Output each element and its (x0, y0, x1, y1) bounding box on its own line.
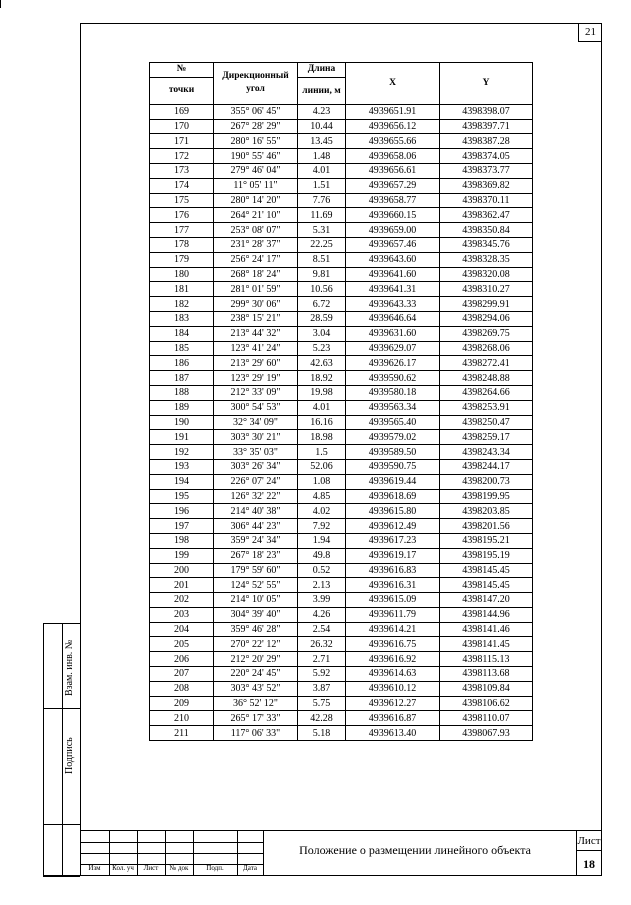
coord-y: 4398320.08 (440, 267, 533, 282)
coord-x: 4939619.17 (346, 548, 440, 563)
caption-izm: Изм (88, 864, 101, 872)
header-length-bottom: линии, м (298, 77, 346, 104)
coord-x: 4939660.15 (346, 208, 440, 223)
direction-angle: 123° 41' 24" (214, 341, 298, 356)
line-length: 52.06 (298, 459, 346, 474)
table-row (150, 637, 533, 652)
line-length: 4.23 (298, 104, 346, 119)
point-number: 175 (150, 193, 214, 208)
line-length: 4.85 (298, 489, 346, 504)
caption-signature: Подп. (206, 864, 224, 872)
point-number: 208 (150, 681, 214, 696)
coord-y: 4398195.19 (440, 548, 533, 563)
coord-x: 4939616.31 (346, 578, 440, 593)
direction-angle: 265° 17' 33" (214, 711, 298, 726)
table-row (150, 504, 533, 519)
coord-x: 4939643.33 (346, 297, 440, 312)
coord-x: 4939612.49 (346, 519, 440, 534)
coord-y: 4398195.21 (440, 533, 533, 548)
line-length: 1.94 (298, 533, 346, 548)
coord-y: 4398147.20 (440, 593, 533, 608)
table-row (150, 622, 533, 637)
coord-y: 4398374.05 (440, 149, 533, 164)
table-row (150, 667, 533, 682)
point-number: 198 (150, 533, 214, 548)
table-row (150, 119, 533, 134)
coord-y: 4398397.71 (440, 119, 533, 134)
coord-y: 4398243.34 (440, 445, 533, 460)
table-row (150, 430, 533, 445)
direction-angle: 212° 33' 09" (214, 385, 298, 400)
coord-x: 4939626.17 (346, 356, 440, 371)
point-number: 174 (150, 178, 214, 193)
line-length: 42.28 (298, 711, 346, 726)
coord-x: 4939646.64 (346, 311, 440, 326)
table-row (150, 163, 533, 178)
point-number: 197 (150, 519, 214, 534)
direction-angle: 304° 39' 40" (214, 607, 298, 622)
coord-x: 4939631.60 (346, 326, 440, 341)
line-length: 3.99 (298, 593, 346, 608)
line-length: 9.81 (298, 267, 346, 282)
direction-angle: 300° 54' 53" (214, 400, 298, 415)
coord-y: 4398345.76 (440, 237, 533, 252)
direction-angle: 267° 18' 23" (214, 548, 298, 563)
direction-angle: 268° 18' 24" (214, 267, 298, 282)
coord-y: 4398115.13 (440, 652, 533, 667)
coord-x: 4939590.75 (346, 459, 440, 474)
direction-angle: 303° 26' 34" (214, 459, 298, 474)
point-number: 182 (150, 297, 214, 312)
side-stamp (43, 623, 80, 877)
title-block (80, 830, 601, 876)
coord-x: 4939657.29 (346, 178, 440, 193)
table-row (150, 519, 533, 534)
coord-y: 4398398.07 (440, 104, 533, 119)
direction-angle: 33° 35' 03" (214, 445, 298, 460)
table-row (150, 474, 533, 489)
point-number: 204 (150, 622, 214, 637)
point-number: 183 (150, 311, 214, 326)
coord-x: 4939610.12 (346, 681, 440, 696)
table-row (150, 400, 533, 415)
coord-y: 4398244.17 (440, 459, 533, 474)
coord-x: 4939656.12 (346, 119, 440, 134)
header-angle: Дирекционный угол (214, 63, 298, 105)
coord-y: 4398387.28 (440, 134, 533, 149)
line-length: 4.26 (298, 607, 346, 622)
line-length: 10.44 (298, 119, 346, 134)
direction-angle: 124° 52' 55" (214, 578, 298, 593)
coord-x: 4939619.44 (346, 474, 440, 489)
coord-x: 4939563.34 (346, 400, 440, 415)
line-length: 4.01 (298, 400, 346, 415)
line-length: 11.69 (298, 208, 346, 223)
direction-angle: 238° 15' 21" (214, 311, 298, 326)
direction-angle: 190° 55' 46" (214, 149, 298, 164)
coord-y: 4398328.35 (440, 252, 533, 267)
table-row (150, 563, 533, 578)
coord-y: 4398067.93 (440, 726, 533, 741)
coord-x: 4939618.69 (346, 489, 440, 504)
table-row (150, 193, 533, 208)
coord-y: 4398145.45 (440, 563, 533, 578)
coord-y: 4398269.75 (440, 326, 533, 341)
table-row (150, 237, 533, 252)
direction-angle: 355° 06' 45" (214, 104, 298, 119)
coord-x: 4939615.09 (346, 593, 440, 608)
direction-angle: 299° 30' 06" (214, 297, 298, 312)
coord-x: 4939656.61 (346, 163, 440, 178)
coord-x: 4939655.66 (346, 134, 440, 149)
coord-y: 4398109.84 (440, 681, 533, 696)
point-number: 187 (150, 371, 214, 386)
direction-angle: 123° 29' 19" (214, 371, 298, 386)
point-number: 192 (150, 445, 214, 460)
point-number: 181 (150, 282, 214, 297)
coord-y: 4398250.47 (440, 415, 533, 430)
point-number: 171 (150, 134, 214, 149)
coord-x: 4939611.79 (346, 607, 440, 622)
line-length: 7.76 (298, 193, 346, 208)
line-length: 5.23 (298, 341, 346, 356)
coord-x: 4939615.80 (346, 504, 440, 519)
coord-x: 4939641.60 (346, 267, 440, 282)
point-number: 209 (150, 696, 214, 711)
coord-y: 4398362.47 (440, 208, 533, 223)
coord-y: 4398264.66 (440, 385, 533, 400)
top-page-number: 21 (578, 23, 602, 42)
point-number: 199 (150, 548, 214, 563)
line-length: 26.32 (298, 637, 346, 652)
point-number: 170 (150, 119, 214, 134)
coord-x: 4939658.06 (346, 149, 440, 164)
direction-angle: 226° 07' 24" (214, 474, 298, 489)
direction-angle: 253° 08' 07" (214, 223, 298, 238)
line-length: 42.63 (298, 356, 346, 371)
coord-y: 4398141.46 (440, 622, 533, 637)
table-row (150, 267, 533, 282)
direction-angle: 303° 30' 21" (214, 430, 298, 445)
coord-y: 4398259.17 (440, 430, 533, 445)
coord-x: 4939580.18 (346, 385, 440, 400)
line-length: 1.51 (298, 178, 346, 193)
coord-x: 4939616.75 (346, 637, 440, 652)
point-number: 179 (150, 252, 214, 267)
point-number: 190 (150, 415, 214, 430)
direction-angle: 212° 20' 29" (214, 652, 298, 667)
coord-y: 4398294.06 (440, 311, 533, 326)
line-length: 18.98 (298, 430, 346, 445)
direction-angle: 279° 46' 04" (214, 163, 298, 178)
coord-x: 4939651.91 (346, 104, 440, 119)
line-length: 22.25 (298, 237, 346, 252)
point-number: 177 (150, 223, 214, 238)
coord-y: 4398110.07 (440, 711, 533, 726)
point-number: 194 (150, 474, 214, 489)
line-length: 5.75 (298, 696, 346, 711)
line-length: 16.16 (298, 415, 346, 430)
point-number: 206 (150, 652, 214, 667)
point-number: 207 (150, 667, 214, 682)
direction-angle: 11° 05' 11" (214, 178, 298, 193)
frame-top-line (80, 23, 602, 24)
direction-angle: 36° 52' 12" (214, 696, 298, 711)
line-length: 5.31 (298, 223, 346, 238)
table-row (150, 459, 533, 474)
direction-angle: 359° 24' 34" (214, 533, 298, 548)
coord-x: 4939589.50 (346, 445, 440, 460)
table-row (150, 252, 533, 267)
coord-y: 4398370.11 (440, 193, 533, 208)
line-length: 3.04 (298, 326, 346, 341)
point-number: 211 (150, 726, 214, 741)
table-row (150, 607, 533, 622)
table-row (150, 297, 533, 312)
side-label-signature: Подпись (64, 737, 75, 774)
coord-y: 4398310.27 (440, 282, 533, 297)
caption-date: Дата (243, 864, 257, 872)
coord-y: 4398200.73 (440, 474, 533, 489)
direction-angle: 214° 10' 05" (214, 593, 298, 608)
direction-angle: 126° 32' 22" (214, 489, 298, 504)
point-number: 201 (150, 578, 214, 593)
table-row (150, 489, 533, 504)
coord-x: 4939643.60 (346, 252, 440, 267)
caption-list: Лист (143, 864, 159, 872)
coord-x: 4939617.23 (346, 533, 440, 548)
point-number: 202 (150, 593, 214, 608)
direction-angle: 256° 24' 17" (214, 252, 298, 267)
table-row (150, 385, 533, 400)
line-length: 4.02 (298, 504, 346, 519)
line-length: 3.87 (298, 681, 346, 696)
direction-angle: 281° 01' 59" (214, 282, 298, 297)
coord-x: 4939659.00 (346, 223, 440, 238)
coord-x: 4939641.31 (346, 282, 440, 297)
line-length: 1.5 (298, 445, 346, 460)
table-row (150, 311, 533, 326)
coord-y: 4398253.91 (440, 400, 533, 415)
direction-angle: 359° 46' 28" (214, 622, 298, 637)
table-row (150, 341, 533, 356)
direction-angle: 267° 28' 29" (214, 119, 298, 134)
coordinates-table (149, 62, 533, 741)
line-length: 19.98 (298, 385, 346, 400)
coord-y: 4398199.95 (440, 489, 533, 504)
table-body (150, 104, 533, 740)
point-number: 176 (150, 208, 214, 223)
coord-x: 4939616.92 (346, 652, 440, 667)
coord-y: 4398203.85 (440, 504, 533, 519)
direction-angle: 214° 40' 38" (214, 504, 298, 519)
line-length: 5.92 (298, 667, 346, 682)
direction-angle: 280° 14' 20" (214, 193, 298, 208)
table-row (150, 178, 533, 193)
frame-left-line (80, 23, 81, 875)
table-row (150, 104, 533, 119)
table-row (150, 415, 533, 430)
direction-angle: 117° 06' 33" (214, 726, 298, 741)
coord-y: 4398350.84 (440, 223, 533, 238)
table-row (150, 726, 533, 741)
line-length: 4.01 (298, 163, 346, 178)
caption-doc-num: № док (169, 864, 189, 872)
point-number: 200 (150, 563, 214, 578)
direction-angle: 280° 16' 55" (214, 134, 298, 149)
coord-y: 4398369.82 (440, 178, 533, 193)
table-row (150, 696, 533, 711)
point-number: 186 (150, 356, 214, 371)
table-row (150, 371, 533, 386)
header-length-top: Длина (298, 63, 346, 78)
line-length: 13.45 (298, 134, 346, 149)
coord-y: 4398373.77 (440, 163, 533, 178)
direction-angle: 213° 44' 32" (214, 326, 298, 341)
header-num-top: № (150, 63, 214, 78)
point-number: 193 (150, 459, 214, 474)
point-number: 173 (150, 163, 214, 178)
table-row (150, 681, 533, 696)
point-number: 195 (150, 489, 214, 504)
sheet-label: Лист (577, 835, 601, 847)
line-length: 7.92 (298, 519, 346, 534)
coord-y: 4398201.56 (440, 519, 533, 534)
coord-y: 4398106.62 (440, 696, 533, 711)
coord-y: 4398268.06 (440, 341, 533, 356)
coord-y: 4398272.41 (440, 356, 533, 371)
line-length: 2.54 (298, 622, 346, 637)
direction-angle: 303° 43' 52" (214, 681, 298, 696)
table-row (150, 711, 533, 726)
direction-angle: 264° 21' 10" (214, 208, 298, 223)
direction-angle: 306° 44' 23" (214, 519, 298, 534)
coord-x: 4939579.02 (346, 430, 440, 445)
coord-y: 4398145.45 (440, 578, 533, 593)
line-length: 18.92 (298, 371, 346, 386)
coord-x: 4939614.21 (346, 622, 440, 637)
table-row (150, 223, 533, 238)
header-y: Y (440, 63, 533, 105)
table-row (150, 548, 533, 563)
point-number: 205 (150, 637, 214, 652)
line-length: 6.72 (298, 297, 346, 312)
coord-x: 4939658.77 (346, 193, 440, 208)
sheet-number: 18 (583, 857, 595, 871)
point-number: 203 (150, 607, 214, 622)
coord-x: 4939613.40 (346, 726, 440, 741)
coord-x: 4939616.87 (346, 711, 440, 726)
table-row (150, 356, 533, 371)
point-number: 178 (150, 237, 214, 252)
direction-angle: 270° 22' 12" (214, 637, 298, 652)
table-row (150, 445, 533, 460)
direction-angle: 179° 59' 60" (214, 563, 298, 578)
line-length: 49.8 (298, 548, 346, 563)
coord-x: 4939616.83 (346, 563, 440, 578)
line-length: 0.52 (298, 563, 346, 578)
point-number: 184 (150, 326, 214, 341)
corner-mark (0, 0, 1, 8)
coord-x: 4939629.07 (346, 341, 440, 356)
point-number: 185 (150, 341, 214, 356)
table-row (150, 134, 533, 149)
direction-angle: 32° 34' 09" (214, 415, 298, 430)
line-length: 10.56 (298, 282, 346, 297)
point-number: 172 (150, 149, 214, 164)
line-length: 1.48 (298, 149, 346, 164)
table-row (150, 578, 533, 593)
document-title: Положение о размещении линейного объекта (299, 843, 531, 857)
coord-y: 4398113.68 (440, 667, 533, 682)
table-row (150, 533, 533, 548)
point-number: 169 (150, 104, 214, 119)
line-length: 28.59 (298, 311, 346, 326)
line-length: 2.71 (298, 652, 346, 667)
coord-y: 4398299.91 (440, 297, 533, 312)
point-number: 196 (150, 504, 214, 519)
direction-angle: 213° 29' 60" (214, 356, 298, 371)
table-row (150, 652, 533, 667)
table-row (150, 593, 533, 608)
point-number: 188 (150, 385, 214, 400)
point-number: 180 (150, 267, 214, 282)
caption-kol-uch: Кол. уч (112, 864, 134, 872)
frame-right-line (601, 23, 602, 875)
line-length: 2.13 (298, 578, 346, 593)
line-length: 8.51 (298, 252, 346, 267)
direction-angle: 231° 28' 37" (214, 237, 298, 252)
side-label-replace-inv: Взам. инв. № (64, 639, 75, 696)
table-row (150, 282, 533, 297)
coord-y: 4398144.96 (440, 607, 533, 622)
coord-x: 4939590.62 (346, 371, 440, 386)
point-number: 210 (150, 711, 214, 726)
coord-x: 4939657.46 (346, 237, 440, 252)
header-x: X (346, 63, 440, 105)
coord-x: 4939614.63 (346, 667, 440, 682)
coord-y: 4398248.88 (440, 371, 533, 386)
coord-x: 4939565.40 (346, 415, 440, 430)
coord-y: 4398141.45 (440, 637, 533, 652)
table-row (150, 326, 533, 341)
line-length: 5.18 (298, 726, 346, 741)
header-num-bottom: точки (150, 77, 214, 104)
table-row (150, 149, 533, 164)
point-number: 189 (150, 400, 214, 415)
coord-x: 4939612.27 (346, 696, 440, 711)
table-row (150, 208, 533, 223)
point-number: 191 (150, 430, 214, 445)
direction-angle: 220° 24' 45" (214, 667, 298, 682)
line-length: 1.08 (298, 474, 346, 489)
